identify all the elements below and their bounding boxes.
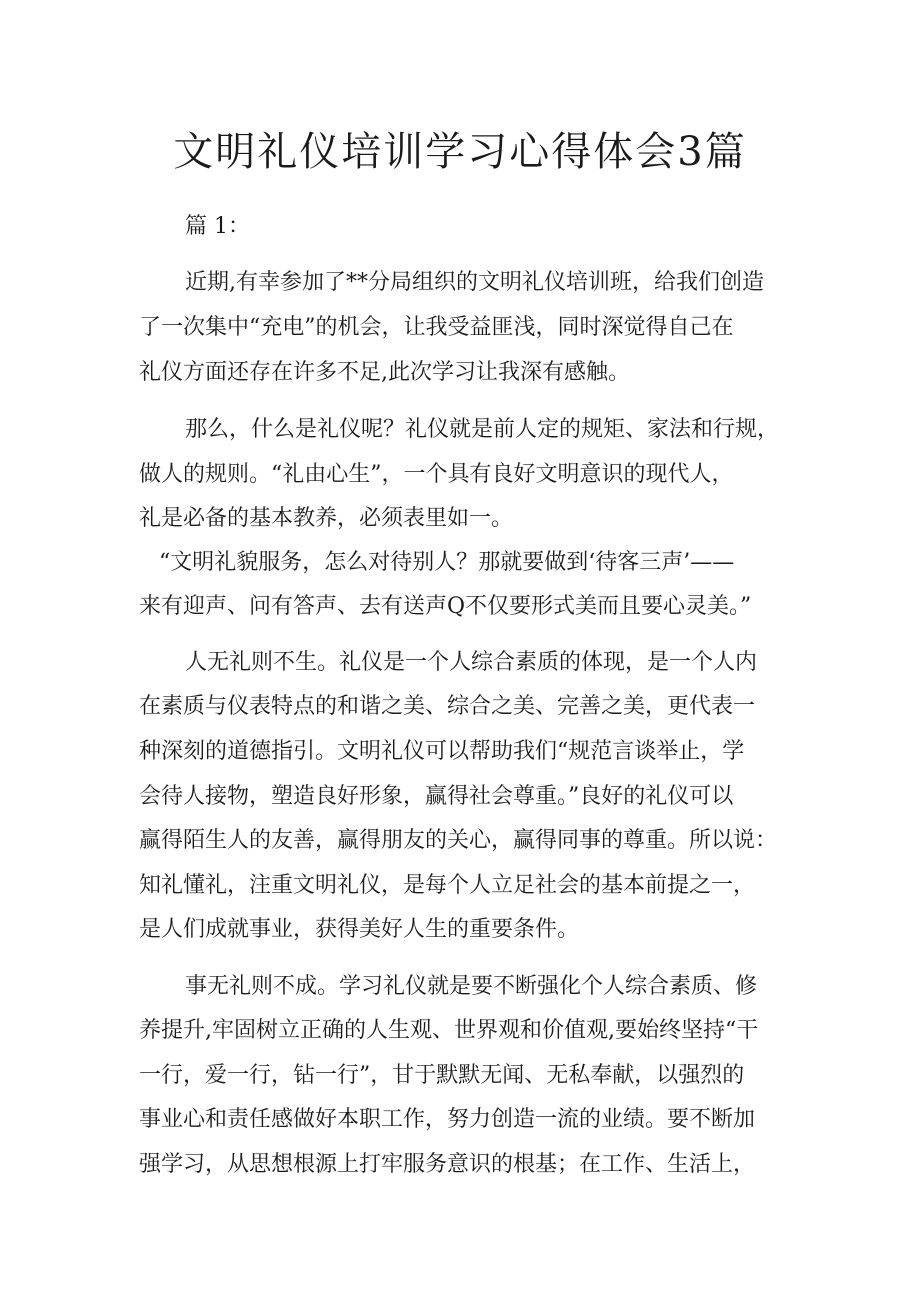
section-label: 篇 1： [185,214,250,239]
text-line: 近期,有幸参加了**分局组织的文明礼仪培训班，给我们创造 [185,270,764,295]
text-line: 会待人接物，塑造良好形象，赢得社会尊重。”良好的礼仪可以 [139,784,734,809]
text-line: 做人的规则。“礼由心生”，一个具有良好文明意识的现代人， [139,462,734,487]
text-line: 那么，什么是礼仪呢？礼仪就是前人定的规矩、家法和行规， [185,417,780,442]
text-line: 养提升,牢固树立正确的人生观、世界观和价值观,要始终坚持“干 [139,1018,759,1043]
text-line: 在素质与仪表特点的和谐之美、综合之美、完善之美，更代表一 [139,694,756,719]
text-line: 礼是必备的基本教养，必须表里如一。 [139,506,514,531]
text-line: 事业心和责任感做好本职工作，努力创造一流的业绩。要不断加 [139,1107,756,1132]
text-line: 人无礼则不生。礼仪是一个人综合素质的体现，是一个人内 [185,650,758,675]
text-line: 知礼懂礼，注重文明礼仪，是每个人立足社会的基本前提之一， [139,873,756,898]
text-line: 礼仪方面还存在许多不足,此次学习让我深有感触。 [139,360,630,385]
document-title: 文明礼仪培训学习心得体会3篇 [173,129,747,175]
text-line: 了一次集中“充电”的机会，让我受益匪浅，同时深觉得自己在 [139,315,734,340]
text-line: 强学习，从思想根源上打牢服务意识的根基；在工作、生活上， [139,1152,756,1177]
text-line: 事无礼则不成。学习礼仪就是要不断强化个人综合素质、修 [185,974,758,999]
text-line: 来有迎声、问有答声、去有送声Q不仅要形式美而且要心灵美。” [139,594,752,619]
text-line: 赢得陌生人的友善，赢得朋友的关心，赢得同事的尊重。所以说： [139,828,778,853]
text-line: 是人们成就事业，获得美好人生的重要条件。 [139,917,580,942]
text-line: 一行，爱一行，钻一行”，甘于默默无闻、无私奉献，以强烈的 [139,1063,745,1088]
text-line: 种深刻的道德指引。文明礼仪可以帮助我们“规范言谈举止，学 [139,739,745,764]
text-line: “文明礼貌服务，怎么对待别人？那就要做到‘待客三声’—— [159,550,735,575]
